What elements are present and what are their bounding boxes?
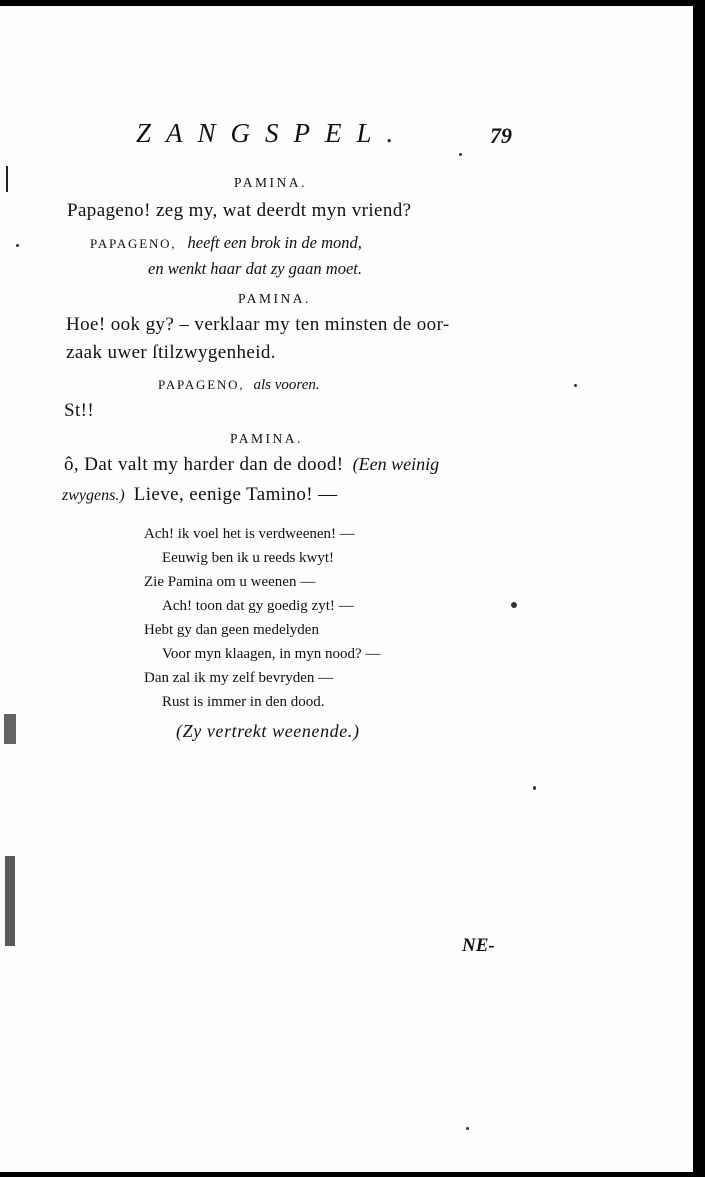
gutter-mark	[6, 166, 8, 192]
speck	[459, 153, 462, 156]
page-number: 79	[490, 123, 512, 148]
speck	[466, 1127, 469, 1130]
speaker-papageno-1: PAPAGENO,	[90, 236, 177, 251]
catchword: NE-	[462, 935, 495, 956]
verse-line-8: Rust is immer in den dood.	[162, 694, 325, 710]
running-head: ZANGSPEL.	[136, 118, 409, 148]
direction-zwygens: zwygens.)	[62, 487, 125, 504]
stage-direction-papageno-1	[90, 233, 362, 253]
speck	[533, 786, 536, 790]
speaker-pamina-3: PAMINA.	[230, 431, 303, 446]
verse-line-6: Voor myn klaagen, in myn nood? —	[162, 646, 381, 662]
exit-direction: (Zy vertrekt weenende.)	[176, 721, 360, 741]
scan-edge-bottom	[0, 1172, 705, 1177]
speck	[511, 602, 517, 608]
line-lieve-tamino	[62, 484, 338, 506]
gutter-mark	[5, 856, 15, 946]
speaker-pamina-1: PAMINA.	[234, 175, 307, 190]
line-papageno-question: Papageno! zeg my, wat deerdt myn vriend?	[67, 200, 412, 221]
speck	[16, 244, 19, 247]
line-lieve-text: Lieve, eenige Tamino! —	[133, 484, 338, 505]
verse-line-7: Dan zal ik my zelf bevryden —	[144, 670, 334, 686]
direction-text-1: heeft een brok in de mond,	[187, 233, 362, 252]
gutter-mark	[4, 714, 16, 744]
verse-line-2: Eeuwig ben ik u reeds kwyt!	[162, 550, 335, 566]
stage-direction-papageno-2	[158, 374, 320, 394]
line-dat-valt-text: ô, Dat valt my harder dan de dood!	[64, 454, 344, 475]
speaker-papageno-2: PAPAGENO,	[158, 377, 245, 392]
speck	[574, 384, 577, 387]
line-hoe-ook-gy: Hoe! ook gy? – verklaar my ten minsten de oor-	[66, 314, 450, 335]
scan-edge-right	[693, 0, 705, 1177]
line-zaak-uwer: zaak uwer ſtilzwygenheid.	[66, 342, 276, 363]
direction-een-weinig: (Een weinig	[352, 454, 440, 474]
book-page	[0, 6, 693, 1172]
verse-line-4: Ach! toon dat gy goedig zyt! —	[162, 598, 354, 614]
verse-line-5: Hebt gy dan geen medelyden	[144, 622, 319, 638]
verse-line-3: Zie Pamina om u weenen —	[144, 574, 316, 590]
verse-line-1: Ach! ik voel het is verdweenen! —	[144, 526, 355, 542]
direction-als-vooren: als vooren.	[253, 377, 320, 393]
direction-text-2: en wenkt haar dat zy gaan moet.	[148, 259, 363, 278]
line-dat-valt-my	[64, 454, 439, 476]
line-st: St!!	[64, 400, 95, 421]
speaker-pamina-2: PAMINA.	[238, 291, 311, 306]
